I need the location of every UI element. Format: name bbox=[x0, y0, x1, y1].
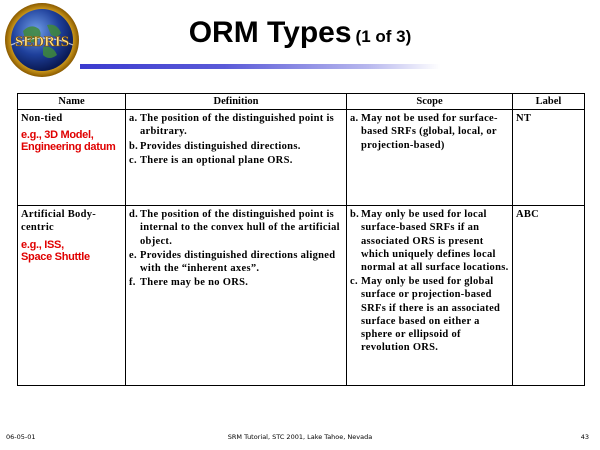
definition-item bbox=[129, 249, 343, 275]
orm-name: Non-tied bbox=[21, 113, 63, 125]
logo-text: SEDRIS bbox=[14, 34, 70, 50]
definition-text: Provides distinguished directions aligned with the “inherent axes”. bbox=[140, 249, 336, 275]
scope-text: May only be used for global surface or projection-based SRFs if there is an associated surface based on either a sphere or ellipsoid of revolution ORS. bbox=[361, 276, 501, 354]
definition-marker: c. bbox=[129, 154, 137, 166]
orm-name: Artificial Body-centric bbox=[21, 209, 97, 234]
definition-text: The position of the distinguished point is internal to the convex hull of the artificial object. bbox=[140, 209, 340, 247]
header-label: Label bbox=[513, 94, 585, 110]
scope-marker: c. bbox=[350, 276, 358, 288]
definition-text: Provides distinguished directions. bbox=[140, 140, 301, 152]
scope-text: May only be used for local surface-based SRFs if an associated ORS is present which uniquely defines local normal at all surface locations. bbox=[361, 209, 509, 274]
title-underline-bar bbox=[80, 64, 440, 69]
table-row-artificial-body-centric bbox=[18, 206, 585, 386]
table-header-row bbox=[18, 94, 585, 110]
name-cell bbox=[18, 110, 126, 206]
definition-cell bbox=[126, 206, 347, 386]
footer-date: 06-05-01 bbox=[6, 433, 36, 441]
scope-item bbox=[350, 208, 509, 274]
definition-item bbox=[129, 140, 343, 153]
definition-item bbox=[129, 112, 343, 138]
footer-page-number: 43 bbox=[580, 433, 589, 441]
table-row-non-tied bbox=[18, 110, 585, 206]
scope-text: May not be used for surface-based SRFs (global, local, or projection-based) bbox=[361, 113, 498, 151]
page-title bbox=[0, 16, 600, 50]
label-cell: ABC bbox=[513, 206, 585, 386]
footer-caption: SRM Tutorial, STC 2001, Lake Tahoe, Nevada bbox=[227, 433, 373, 441]
scope-item bbox=[350, 275, 509, 354]
label-cell: NT bbox=[513, 110, 585, 206]
definition-item bbox=[129, 276, 343, 289]
definition-cell bbox=[126, 110, 347, 206]
definition-marker: e. bbox=[129, 249, 137, 261]
scope-cell bbox=[347, 206, 513, 386]
header-scope: Scope bbox=[347, 94, 513, 110]
definition-text: There may be no ORS. bbox=[140, 277, 249, 289]
definition-marker: a. bbox=[129, 113, 138, 125]
header-name: Name bbox=[18, 94, 126, 110]
definition-marker: d. bbox=[129, 209, 139, 221]
scope-cell bbox=[347, 110, 513, 206]
scope-item bbox=[350, 112, 509, 152]
title-subtitle: (1 of 3) bbox=[355, 27, 412, 46]
orm-example: e.g., ISS, Space Shuttle bbox=[21, 238, 90, 263]
orm-types-table bbox=[17, 93, 585, 386]
header-definition: Definition bbox=[126, 94, 347, 110]
title-main: ORM Types bbox=[188, 16, 352, 49]
name-cell bbox=[18, 206, 126, 386]
definition-item bbox=[129, 208, 343, 248]
definition-text: The position of the distinguished point is arbitrary. bbox=[140, 113, 335, 138]
definition-marker: b. bbox=[129, 140, 139, 152]
definition-item bbox=[129, 154, 343, 167]
definition-text: There is an optional plane ORS. bbox=[140, 154, 293, 166]
orm-example: e.g., 3D Model, Engineering datum bbox=[21, 129, 116, 154]
scope-marker: a. bbox=[350, 113, 359, 125]
scope-marker: b. bbox=[350, 209, 360, 221]
definition-marker: f. bbox=[129, 277, 136, 289]
